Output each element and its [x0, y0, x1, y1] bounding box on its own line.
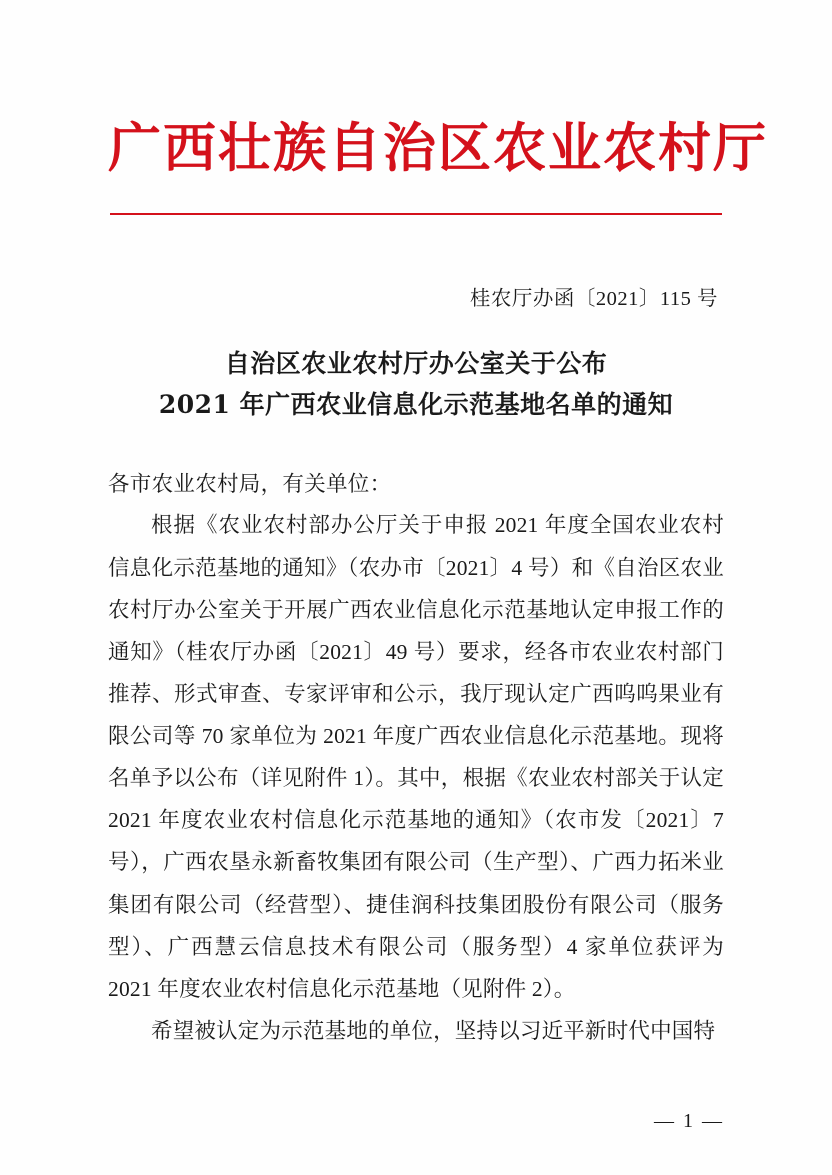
salutation: 各市农业农村局，有关单位：: [108, 472, 392, 497]
body-paragraph-1: 根据《农业农村部办公厅关于申报 2021 年度全国农业农村信息化示范基地的通知》（农办市〔2021〕4 号）和《自治区农业农村厅办公室关于开展广西农业信息化示范基地认定申报工作的通知》（桂农厅办函〔2021〕49 号）要求，经各市农业农村部门推荐、形式审查、专家评审和公示，我厅现认定广西呜呜果业有限公司等 70 家单位为 2021 年度广西农业信息化示范基地。现将名单予以公布（详见附件 1）。其中，根据《农业农村部关于认定 2021 年度农业农村信息化示范基地的通知》（农市发〔2021〕7 号），广西农垦永新畜牧集团有限公司（生产型）、广西力拓米业集团有限公司（经营型）、捷佳润科技集团股份有限公司（服务型）、广西慧云信息技术有限公司（服务型）4 家单位获评为 2021 年度农业农村信息化示范基地（见附件 2）。: [108, 513, 724, 1001]
page-title-line-2: 2021 年广西农业信息化示范基地名单的通知: [158, 389, 674, 419]
body-text: [108, 504, 724, 1052]
page-title-line-1: 自治区农业农村厅办公室关于公布: [224, 349, 608, 379]
page-number: — 1 —: [654, 1110, 724, 1132]
letterhead: [108, 0, 768, 179]
body-paragraph-2: 希望被认定为示范基地的单位，坚持以习近平新时代中国特: [151, 1018, 716, 1043]
document-number: 桂农厅办函〔2021〕115 号: [469, 288, 718, 311]
red-divider-rule: [110, 213, 722, 216]
letterhead-title: 广西壮族自治区农业农村厅: [108, 117, 768, 179]
page-title: [108, 344, 724, 425]
